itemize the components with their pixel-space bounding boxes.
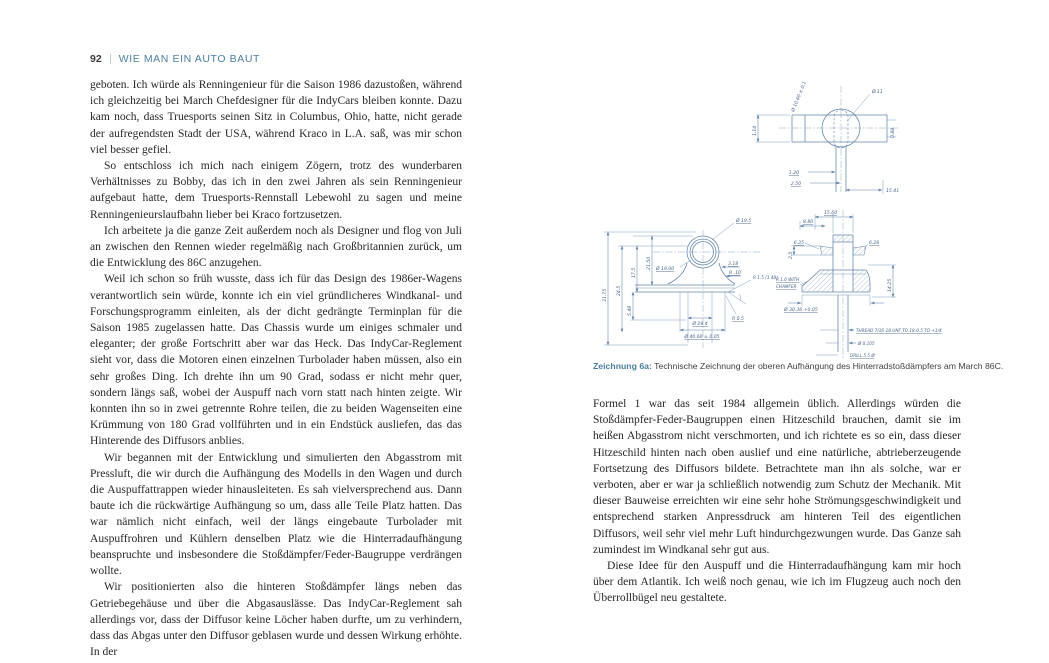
dim-label: R 0.5 bbox=[732, 317, 744, 322]
paragraph: Ich arbeitete ja die ganze Zeit außerdem noch als Designer und flog von Juli an zwischen den Rennen wieder regelmäßig nach Großbritannien zurück, um die Entwicklung des 86C anzugehen. bbox=[90, 224, 462, 270]
dim-label: 1.20 bbox=[788, 171, 799, 176]
dim-label: 2.5 bbox=[789, 251, 794, 259]
paragraph: Weil ich schon so früh wusste, dass ich für das Design des 1986er-Wagens verantwortlich sein würde, konnte ich ein viel gründlicheres Windkanal- und Forschungsprogramm einleiten, als der dicht gedrängte Terminplan für die Saison 1985 zugelassen hatte. Das Chassis wurde um einiges schmaler und eleganter; der große Fortschritt aber war das Heck. Das IndyCar-Reglement sieht vor, dass die Motoren einen einzelnen Turbolader haben müssen, also ein sehr großes Ding. Ich drehte ihn um 90 Grad, sodass er nicht mehr quer, sondern längs saß, wobei der Auspuff nach vorn statt nach hinten zeigte. Wir konnten ihn so in zwei getrennte Rohre teilen, die zu beiden Wagenseiten eine Krümmung von 180 Grad vollführten und in ein Endstück ausliefen, das das Hinterende des Diffusors anblies. bbox=[90, 273, 462, 448]
paragraph: Diese Idee für den Auspuff und die Hinterradaufhängung kam mir hoch über dem Atlantik. Ich weiß noch genau, wie ich im Flugzeug auch noch den Überrollbügel neu gestaltete. bbox=[593, 560, 961, 605]
dim-label: DRILL 5.5 Ø bbox=[850, 353, 875, 358]
dim-label: THREAD 7/16-18 UNF TO 18-0.5 TO +1/4 bbox=[856, 328, 942, 333]
dim-label: 24.5 bbox=[617, 285, 622, 296]
dim-label: 15.60 bbox=[824, 211, 838, 216]
dim-label: 3.18 bbox=[728, 262, 739, 267]
paragraph: Wir positionierten also die hinteren Stoßdämpfer längs neben das Getriebegehäuse und über die Abgasauslässe. Das IndyCar-Reglement sah allerdings vor, dass der Diffusor keine Löcher haben durfte, um zu verhindern, dass das Abgas unter den Diffusor geblasen wurde und dessen Wirkung erhöhte. In der bbox=[90, 581, 462, 659]
dim-label: 0.88 bbox=[891, 127, 896, 138]
figure-front-view bbox=[602, 217, 778, 348]
left-page-text bbox=[90, 77, 462, 660]
dim-label: Ø 40.60 ± 0.05 bbox=[684, 335, 720, 340]
dim-label: 15.41 bbox=[886, 189, 900, 194]
dim-label: Ø 0.105 bbox=[858, 341, 875, 346]
dim-label: Ø 29.4 bbox=[692, 322, 708, 327]
dim-label: Ø 30.36 +0.05 bbox=[784, 308, 818, 313]
technical-drawing bbox=[598, 80, 970, 362]
figure-top-view bbox=[752, 80, 899, 194]
dim-label: CHAMFER bbox=[776, 284, 797, 289]
dim-label: 31.75 bbox=[603, 288, 608, 302]
dim-label: R 1.5 (1.48) bbox=[753, 275, 778, 280]
paragraph: Formel 1 war das seit 1984 allgemein üblich. Allerdings würden die Stoßdämpfer-Feder-Baugruppen einen Hitzeschild brauchen, damit sie im heißen Abgasstrom nicht verschmorten, und ich richtete es so ein, dass dieser Hitzeschild hinten nach oben auslief und eine natürliche, abtrieberzeugende Fortsetzung des Diffusors bildete. Betrachtete man ihn als solche, war er verboten, aber er war ja schließlich notwendig zum Schutz der Mechanik. Mit dieser Bauweise erreichten wir eine sehr hohe Strömungsgeschwindigkeit und entsprechend starken Anpressdruck am hinteren Teil des eigentlichen Diffusors, weil sehr viel mehr Luft hindurchgezwungen wurde. Das Ganze sah zumindest im Windkanal sehr gut aus. bbox=[593, 398, 961, 556]
dim-label: 5.48 bbox=[628, 305, 633, 316]
dim-label: Ø.11 bbox=[872, 90, 883, 95]
header-divider bbox=[110, 54, 111, 64]
dim-label: 2.50 bbox=[790, 182, 801, 187]
dim-label: 17.5 bbox=[632, 267, 637, 278]
running-head bbox=[90, 53, 260, 65]
dim-label: R .10 bbox=[729, 271, 741, 276]
figure-caption-text: Technische Zeichnung der oberen Aufhängung des Hinterradstoßdämpfers am March 86C. bbox=[651, 361, 1004, 371]
figure-caption bbox=[593, 361, 1013, 371]
page-number: 92 bbox=[90, 53, 102, 65]
figure-caption-label: Zeichnung 6a: bbox=[593, 361, 652, 371]
dim-label: 14.25 bbox=[888, 278, 893, 292]
paragraph: So entschloss ich mich nach einigem Zögern, trotz des wunderbaren Verhältnisses zu Bobby, das ich in den zwei Jahren als sein Renningenieur aufgebaut hatte, dem Truesports-Rennstall Lebewohl zu sagen und meine Renningenieurslaufbahn lieber bei Kraco fortzusetzen. bbox=[90, 160, 462, 221]
right-page-text bbox=[593, 396, 961, 607]
figure-section-view bbox=[776, 210, 942, 358]
dim-label: 6.35 bbox=[793, 241, 804, 246]
paragraph: geboten. Ich würde als Renningenieur für die Saison 1986 dazustoßen, während ich gleichzeitig bei March Chefdesigner für die IndyCars bleiben konnte. Dazu kam noch, dass Truesports seinen Sitz in Columbus, Ohio, hatte, nicht gerade der aufregendsten Stadt der USA, während Kraco in L.A. saß, was mir schon viel besser gefiel. bbox=[90, 79, 462, 156]
chapter-title: WIE MAN EIN AUTO BAUT bbox=[118, 53, 261, 65]
dim-label: R 1.0 WITH bbox=[776, 277, 800, 282]
paragraph: Wir begannen mit der Entwicklung und simulierten den Abgasstrom mit Pressluft, die wir durch die Aufhängung des Modells in den Wagen und durch die Auspuffattrappen wieder hinausleiteten. Es sah vielversprechend aus. Dann baute ich die rückwärtige Aufhängung so um, dass alle Teile Platz hatten. Das war nämlich nicht einfach, weil der längs eingebaute Turbolader mit Auspuffrohren und Kühlern denselben Platz wie die Hinterradaufhängung beanspruchte und insbesondere die Stoßdämpfer/Feder-Baugruppe verdrängen wollte. bbox=[90, 451, 462, 578]
dim-label: Ø 19.00 bbox=[656, 267, 675, 272]
dim-label: 1.14 bbox=[753, 125, 758, 136]
dim-label: 6.28 bbox=[869, 241, 880, 246]
dim-label: 8.80 bbox=[803, 220, 814, 225]
dim-label: 21.50 bbox=[647, 256, 652, 270]
dim-label: Ø 19.5 bbox=[736, 219, 752, 224]
dim-label: Ø 10.60 ± 0.1 bbox=[791, 80, 808, 113]
